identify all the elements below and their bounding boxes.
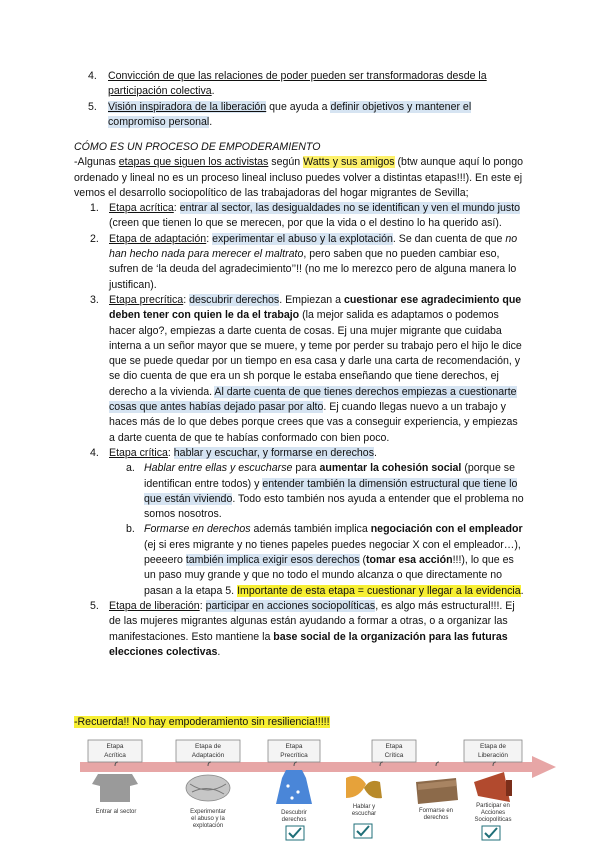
stage-box-1 xyxy=(88,740,142,762)
svg-text:Precrítica: Precrítica xyxy=(280,752,308,759)
svg-text:Etapa de: Etapa de xyxy=(194,743,222,750)
stage-4-sublist xyxy=(109,461,526,599)
stage-title: Etapa acrítica xyxy=(109,202,174,215)
svg-text:Acciones: Acciones xyxy=(480,810,506,816)
stage-4-a: a. Hablar entre ellas y escucharse para aumentar la cohesión social (porque se identifican entre todos) y entender también la dimensión estructural que tiene lo que están viviendo. Todo esto también nos ayuda a entender que el problema no somos nosotros. xyxy=(126,462,524,521)
check-icon xyxy=(482,826,500,840)
caption-2: Experimentar xyxy=(190,809,226,815)
svg-text:Liberación: Liberación xyxy=(478,752,508,759)
stage-box-5 xyxy=(464,740,522,762)
svg-text:Crítica: Crítica xyxy=(384,752,404,759)
stage-box-4 xyxy=(372,740,416,762)
empowerment-timeline xyxy=(80,738,558,842)
stage-1: 1. Etapa acrítica: entrar al sector, las desigualdades no se identifican y ven el mundo justo (creen que tienen lo que se merecen, por que la vida o el destino lo ha querido así). xyxy=(90,202,521,230)
book-icon xyxy=(416,778,458,804)
item-number: 5. xyxy=(88,100,97,113)
svg-text:el abuso y la: el abuso y la xyxy=(191,816,225,822)
top-item-4: 4. Convicción de que las relaciones de poder pueden ser transformadoras desde la participación colectiva. xyxy=(88,70,487,98)
svg-text:Adaptación: Adaptación xyxy=(191,752,225,759)
stage-box-2 xyxy=(176,740,240,762)
stage-title: Etapa de adaptación xyxy=(109,232,207,245)
caption-3: Descubrir xyxy=(281,810,307,816)
stage-3: 3. Etapa precrítica: descubrir derechos. Empiezan a cuestionar ese agradecimiento que deben tener con quien le da el trabajo (la mejor salida es adaptamos o podemos hacer algo?, empiezas a darte cuenta de cosas. Ej una mujer migrante que cuidaba interna a un señor mayor que se muere, y teme por perder su trabajo pero el hijo le dice que se puede quedar por un tiempo en esa casa y darle una carta de recomendación, y se dio cuenta de que era un sh porque le estaba enseñando que tiene derechos, ej derecho a la vivienda. Al darte cuenta de que tienes derechos empiezas a cuestionarte cosas que antes habías dejado pasar por alto. Ej cuando llegas nuevo a un trabajo y haces más de lo que debes porque crees que vas a conseguir experiencia, y empiezas a darte cuenta de que te habías conformado con bien poco. xyxy=(90,293,522,444)
stage-title: Etapa crítica xyxy=(109,446,168,459)
stage-4-b: b. Formarse en derechos además también implica negociación con el empleador (ej si eres migrante y no tienes papeles puedes negociar X con el empleador…), peeeero también implica exigir esos derechos (tomar esa acción!!!), lo que es un paso muy grande y que no todo el mundo alcanza o que directamente no pasan a la etapa 5. Importante de esta etapa = cuestionar y llegar a la evidencia. xyxy=(126,523,524,597)
check-icon xyxy=(354,824,372,838)
stage-5: 5. Etapa de liberación: participar en acciones sociopolíticas, es algo más estructural!!!. Ej de las mujeres migrantes algunas están ayudando a formar a otras, o a organizar las manifestaciones. Esto mantiene la base social de la organización para las futuras elecciones colectivas. xyxy=(90,599,515,658)
stage-label-1: Etapa xyxy=(106,743,124,750)
top-list xyxy=(88,69,526,130)
svg-text:Etapa: Etapa xyxy=(285,743,303,750)
empowerment-section xyxy=(74,140,526,660)
item-text: Visión inspiradora de la liberación xyxy=(108,100,267,113)
caption-4: Hablar y xyxy=(352,804,376,810)
stage-4: 4. Etapa crítica: hablar y escuchar, y formarse en derechos. a. Hablar entre ellas y escucharse para aumentar la cohesión social (porque se identifican entre todos) y entender también la dimensión estructural que tiene lo que están viviendo. Todo esto también nos ayuda a entender que el problema no somos nosotros. b. Formarse en derechos además también implica negociación con el empleador (ej si eres migrante y no tienes papeles puedes negociar X con el empleador…), peeeero también implica exigir esos derechos (tomar esa acción!!!), lo que es un paso muy grande y que no todo el mundo alcanza o que directamente no pasan a la etapa 5. Importante de esta etapa = cuestionar y llegar a la evidencia. xyxy=(109,446,526,599)
stage-title: Etapa de liberación xyxy=(109,599,200,612)
svg-text:derechos: derechos xyxy=(281,817,307,823)
caption-1: Entrar al sector xyxy=(95,809,137,815)
svg-text:Etapa: Etapa xyxy=(385,743,403,750)
check-icon xyxy=(286,826,304,840)
svg-text:Etapa de: Etapa de xyxy=(479,743,507,750)
reminder-text: -Recuerda!! No hay empoderamiento sin resiliencia!!!!! xyxy=(74,716,330,728)
stage-box-3 xyxy=(268,740,320,762)
stages-list xyxy=(74,201,526,660)
tangled-clothes-icon xyxy=(186,775,230,801)
stage-2: 2. Etapa de adaptación: experimentar el abuso y la explotación. Se dan cuenta de que no han hecho nada para merecer el maltrato, pero saben que no pueden cambiar eso, sufren de ‘la deuda del agradecimiento’’!! (no me lo merezco pero de alguna manera lo justifican). xyxy=(90,232,518,291)
svg-text:derechos: derechos xyxy=(423,815,449,821)
top-item-5: 5. Visión inspiradora de la liberación que ayuda a definir objetivos y mantener el compromiso personal. xyxy=(88,100,472,128)
svg-text:escuchar: escuchar xyxy=(351,811,377,817)
item-text: Convicción de que las relaciones de poder pueden ser transformadoras desde la participación colectiva xyxy=(108,70,487,98)
stage-title: Etapa precrítica xyxy=(109,293,184,306)
svg-text:Acrítica: Acrítica xyxy=(104,752,126,759)
caption-5: Formarse en xyxy=(418,808,454,814)
caption-6: Participar en xyxy=(476,803,510,809)
reminder-line xyxy=(74,715,330,730)
section-heading: CÓMO ES UN PROCESO DE EMPODERAMIENTO xyxy=(74,141,321,153)
svg-text:explotación: explotación xyxy=(192,823,224,829)
section-intro: -Algunas etapas que siguen los activistas según Watts y sus amigos (btw aunque aquí lo pongo ordenado y lineal no es un proceso lineal incluso puedes volver a distintas etapas!!!). En este ej vemos el desarrollo sociopolítico de las trabajadoras del hogar migrantes de Sevilla; xyxy=(74,156,523,199)
item-number: 4. xyxy=(88,70,97,82)
svg-text:Sociopolíticas: Sociopolíticas xyxy=(474,817,512,823)
